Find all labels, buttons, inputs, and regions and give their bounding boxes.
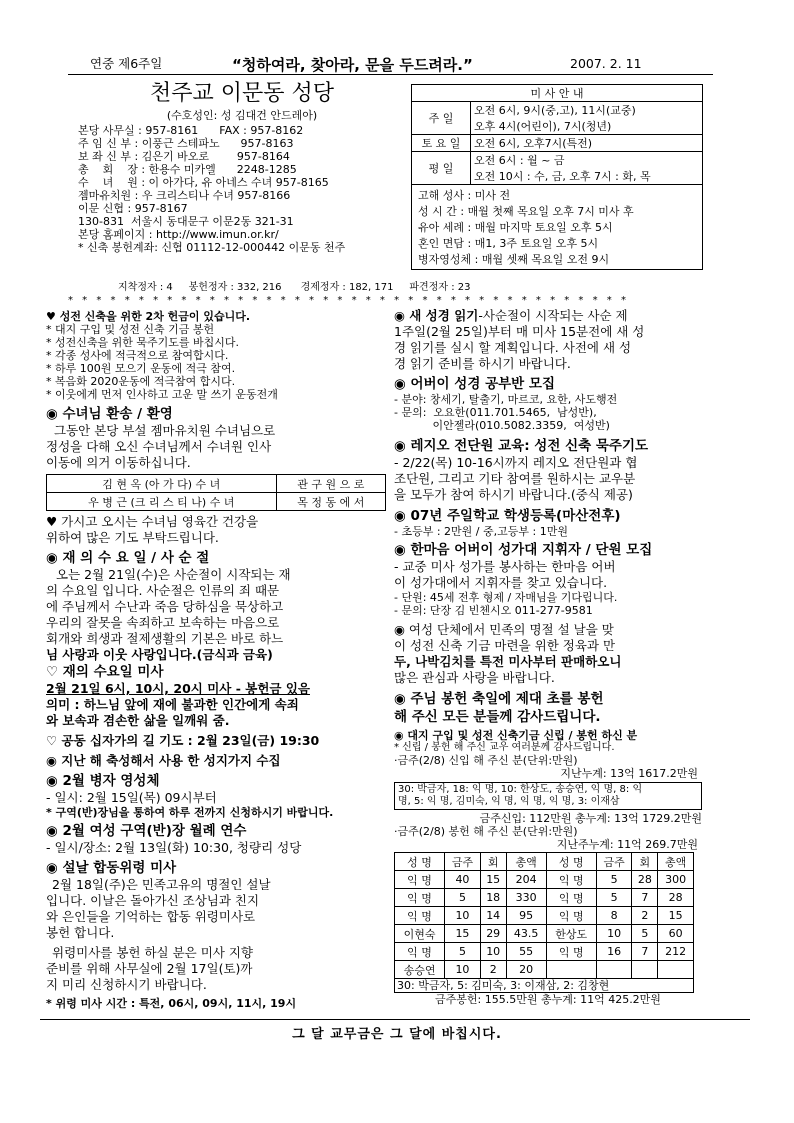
fathers-title: ◉ 어버이 성경 공부반 모집 [394, 376, 555, 392]
donation-cell: 송승연 [395, 961, 445, 979]
donation-note: 30: 박금자, 5: 김미숙, 3: 이재삼, 2: 김창현 [394, 979, 694, 993]
ash-mass-title: ♡ 재의 수요일 미사 [46, 664, 164, 680]
donation-header: 성 명 [546, 853, 596, 871]
lunar-line: 입니다. 이날은 돌아가신 조상님과 친지 [46, 893, 260, 908]
donation-cell: 8 [596, 907, 632, 925]
donation-cell: 익 명 [546, 871, 596, 889]
nuns-line: 그동안 본당 부설 젬마유치원 수녀님으로 [54, 423, 276, 438]
legio-line: - 2/22(목) 10-16시까지 레지오 전단원과 협 [394, 455, 638, 470]
sacrament-line: 병자영성체 : 매월 셋째 목요일 오전 9시 [418, 253, 610, 266]
donation-cell: 5 [596, 889, 632, 907]
donation-cell: 28 [632, 871, 658, 889]
ash-mass-time: 2월 21일 6시, 10시, 20시 미사 - 봉헌금 있음 [46, 681, 310, 696]
donation-cell: 7 [632, 943, 658, 961]
nuns-cell: 관 구 원 으 로 [276, 475, 385, 493]
donation-cell: 20 [506, 961, 546, 979]
choir-line: 이 성가대에서 지휘자를 찾고 있습니다. [394, 575, 608, 590]
bible-title: ◉ 새 성경 읽기 [394, 308, 479, 323]
contact-line: 이문 신협 : 957-8167 [78, 202, 188, 215]
donation-cell [658, 961, 694, 979]
school-line: - 초등부 : 2만원 / 중,고등부 : 1만원 [394, 525, 568, 538]
donation-header: 금주 [596, 853, 632, 871]
sacrament-line: 고해 성사 : 미사 전 [418, 189, 511, 202]
choir-line: - 문의: 단장 김 빈첸시오 011-277-9581 [394, 604, 593, 617]
school-title: ◉ 07년 주일학교 학생등록(마산전후) [394, 508, 621, 524]
donation-header: 총액 [506, 853, 546, 871]
sick-title: ◉ 2월 병자 영성체 [46, 773, 160, 789]
nuns-title: ◉ 수녀님 환송 / 환영 [46, 406, 173, 422]
women-title: ◉ 2월 여성 구역(반)장 월례 연수 [46, 823, 247, 839]
mass-guide [411, 84, 703, 270]
donation-cell: 10 [596, 925, 632, 943]
nuns-prayer: 위하여 많은 기도 부탁드립니다. [46, 530, 219, 545]
table-row [395, 961, 694, 979]
donation-cell: 2 [480, 961, 506, 979]
mass-guide-title: 미 사 안 내 [412, 85, 703, 102]
mass-time: 오전 6시, 오후7시(특전) [471, 135, 703, 152]
lunar-line: 위령미사를 봉헌 하실 분은 미사 지향 [52, 945, 253, 960]
women-group-line: ◉ 여성 단체에서 민족의 명절 설 날을 맞 [394, 622, 614, 637]
nuns-cell: 우 병 근 (크 리 스 티 나) 수 녀 [47, 493, 277, 511]
footer-rule [40, 1019, 750, 1020]
donation-cell: 15 [658, 907, 694, 925]
donation-cell: 28 [658, 889, 694, 907]
donation-cell [596, 961, 632, 979]
donation-header: 회 [632, 853, 658, 871]
mass-day-weekday: 평 일 [412, 152, 471, 185]
donation-cell: 10 [480, 943, 506, 961]
women-group-line: 이 성전 신축 기금 마련을 위한 정육과 만 [394, 638, 616, 653]
contact-line: 본당 사무실 : 957-8161 FAX : 957-8162 [78, 124, 304, 137]
nuns-line: 이동에 의거 이동하십니다. [46, 455, 191, 470]
donation-cell: 2 [632, 907, 658, 925]
candle-line: ◉ 주님 봉헌 축일에 제대 초를 봉헌 [394, 691, 604, 707]
donation-cell: 한상도 [546, 925, 596, 943]
legio-line: 조단원, 그리고 기타 참여를 원하시는 교우분 [394, 471, 636, 486]
nuns-line: 정성을 다해 오신 수녀님께서 수녀원 인사 [46, 439, 272, 454]
lunar-line: 와 은인들을 기억하는 합동 위령미사로 [46, 909, 256, 924]
donation-sum: 금주봉헌: 155.5만원 총누계: 11억 425.2만원 [435, 993, 661, 1006]
palm-collection: ◉ 지난 해 축성해서 사용 한 성지가지 수집 [46, 753, 281, 768]
mass-day-sunday: 주 일 [412, 102, 471, 135]
lunar-line: 지 미리 신청하시기 바랍니다. [46, 977, 207, 992]
mass-time: 오전 10시 : 수, 금, 오후 7시 : 화, 목 [474, 170, 651, 183]
donation-cell: 60 [658, 925, 694, 943]
land-title: ◉ 대지 구입 및 성전 신축기금 신립 / 봉헌 하신 분 [394, 729, 638, 742]
donation-cell [546, 961, 596, 979]
mass-day-saturday: 토 요 일 [412, 135, 471, 152]
donation-cell: 43.5 [506, 925, 546, 943]
ash-meaning: 의미 : 하느님 앞에 재에 불과한 인간에게 속죄 [46, 697, 299, 712]
table-row [395, 907, 694, 925]
donation-cell: 40 [445, 871, 481, 889]
donation-cell: 300 [658, 871, 694, 889]
sinlip-total: 지난누계: 13억 1617.2만원 [560, 767, 698, 780]
donation-cell: 14 [480, 907, 506, 925]
donation-cell: 55 [506, 943, 546, 961]
right-column [394, 308, 702, 1006]
way-of-cross: ♡ 공동 십자가의 길 기도 : 2월 23일(금) 19:30 [46, 733, 320, 748]
sinlip-box-line: 명, 5: 익 명, 김미숙, 익 명, 익 명, 익 명, 3: 이재삼 [398, 796, 620, 807]
mass-time: 오전 6시, 9시(중,고), 11시(교중) [474, 104, 636, 117]
choir-line: - 교중 미사 성가를 봉사하는 한마음 어버 [394, 559, 616, 574]
table-row [395, 925, 694, 943]
donation-cell: 204 [506, 871, 546, 889]
mass-time: 오후 4시(어린이), 7시(청년) [474, 120, 612, 133]
ash-line: 오는 2월 21일(수)은 사순절이 시작되는 재 [56, 567, 291, 582]
sinlip-line: ·금주(2/8) 신입 해 주신 분(단위:만원) [394, 754, 578, 767]
lunar-line: 봉헌 합니다. [46, 925, 115, 940]
sick-note: * 구역(반)장님을 통하여 하루 전까지 신청하시기 바랍니다. [46, 806, 334, 819]
table-row [395, 889, 694, 907]
donation-cell: 18 [480, 889, 506, 907]
donation-header: 총액 [658, 853, 694, 871]
donation-header: 회 [480, 853, 506, 871]
ash-line: 에 주님께서 수난과 죽음 당하심을 묵상하고 [46, 599, 284, 614]
donation-cell: 15 [445, 925, 481, 943]
stats-line: 지착정자 : 4 봉헌정자 : 332, 216 경제정자 : 182, 171 파견정자 : 23 [118, 282, 471, 293]
candle-line: 해 주신 모든 분들께 감사드립니다. [394, 709, 601, 725]
footer-text: 그 달 교무금은 그 달에 바칩시다. [292, 1027, 502, 1042]
table-row [395, 871, 694, 889]
donation-cell [632, 961, 658, 979]
donation-cell: 익 명 [395, 889, 445, 907]
nuns-cell: 목 정 동 에 서 [276, 493, 385, 511]
contact-line: 총 회 장 : 한용수 미카엘 2248-1285 [78, 163, 297, 176]
intro-line: * 대지 구입 및 성전 신축 기금 봉헌 [46, 323, 215, 336]
motto: “청하여라, 찾아라, 문을 두드려라.” [232, 56, 473, 74]
fathers-line: 이안젤라(010.5082.3359, 여성반) [394, 419, 610, 432]
donation-cell: 16 [596, 943, 632, 961]
bongheon-total: 지난주누계: 11억 269.7만원 [556, 838, 698, 851]
donation-cell: 이현숙 [395, 925, 445, 943]
donation-header: 성 명 [395, 853, 445, 871]
donation-cell: 5 [596, 871, 632, 889]
donation-cell: 10 [445, 907, 481, 925]
women-group-line: 두, 나박김치를 특전 미사부터 판매하오니 [394, 654, 622, 669]
ash-line: 우리의 잘못을 속죄하고 보속하는 마음으로 [46, 615, 280, 630]
lunar-title: ◉ 설날 합동위령 미사 [46, 860, 177, 876]
donation-header: 금주 [445, 853, 481, 871]
fathers-line: - 문의: 오요한(011.701.5465, 남성반), [394, 406, 597, 419]
legio-title: ◉ 레지오 전단원 교육: 성전 신축 묵주기도 [394, 438, 649, 454]
sacrament-info [412, 185, 703, 270]
donation-cell: 익 명 [395, 943, 445, 961]
header-rule [68, 74, 713, 75]
contact-line: * 신축 봉헌계좌: 신협 01112-12-000442 이문동 천주 [78, 241, 346, 254]
bible-line: 1주일(2월 25일)부터 매 미사 15분전에 새 성 [394, 324, 645, 339]
sinlip-box-line: 30: 박금자, 18: 익 명, 10: 한상도, 송승연, 익 명, 8: 익 [398, 784, 643, 795]
lunar-line: 준비를 위해 사무실에 2월 17일(토)까 [46, 961, 253, 976]
bible-line: 경 읽기 준비를 하시기 바랍니다. [394, 356, 571, 371]
parish-title: 천주교 이문동 성당 [149, 81, 334, 106]
choir-title: ◉ 한마음 어버이 성가대 지휘자 / 단원 모집 [394, 542, 653, 558]
donation-cell: 5 [632, 925, 658, 943]
donation-cell: 익 명 [395, 907, 445, 925]
nuns-prayer: ♥ 가시고 오시는 수녀님 영육간 건강을 [46, 514, 259, 529]
contact-line: 젬마유치원 : 우 크리스티나 수녀 957-8166 [78, 189, 291, 202]
sacrament-line: 성 시 간 : 매월 첫째 목요일 오후 7시 미사 후 [418, 205, 634, 218]
ash-line: 회개와 희생과 절제생활의 기본은 바로 하느 [46, 631, 284, 646]
sacrament-line: 유아 세례 : 매월 마지막 토요일 오후 5시 [418, 221, 613, 234]
intro-line: * 성전신축을 위한 묵주기도를 바칩시다. [46, 336, 239, 349]
women-date: - 일시/장소: 2월 13일(화) 10:30, 청량리 성당 [46, 840, 302, 855]
donation-cell: 익 명 [395, 871, 445, 889]
donation-cell: 5 [445, 889, 481, 907]
stars-divider: * * * * * * * * * * * * * * * * * * * * * * * * * * * * * * * * * * * * * * * * [68, 295, 629, 306]
fathers-line: - 분야: 창세기, 탈출기, 마르코, 요한, 사도행전 [394, 393, 618, 406]
table-row [395, 943, 694, 961]
ash-meaning: 와 보속과 겸손한 삶을 일깨워 줌. [46, 713, 230, 728]
bible-line: 경 읽기를 실시 할 계획입니다. 사전에 새 성 [394, 340, 632, 355]
sacrament-line: 혼인 면담 : 매1, 3주 토요일 오후 5시 [418, 237, 599, 250]
land-note: * 신립 / 봉헌 해 주신 교우 여러분께 감사드립니다. [394, 742, 615, 753]
donation-cell: 5 [445, 943, 481, 961]
lunar-times: * 위령 미사 시간 : 특전, 06시, 09시, 11시, 19시 [46, 997, 297, 1010]
contact-line: 수 녀 원 : 이 아가다, 유 아네스 수녀 957-8165 [78, 176, 329, 189]
bongheon-line: ·금주(2/8) 봉헌 해 주신 분(단위:만원) [394, 825, 578, 838]
donation-table [394, 852, 694, 979]
ash-line: 님 사랑과 이웃 사랑입니다.(금식과 금육) [46, 647, 273, 662]
parish-info [78, 80, 406, 254]
ash-title: ◉ 재 의 수 요 일 / 사 순 절 [46, 550, 210, 566]
donation-cell: 212 [658, 943, 694, 961]
bible-line: -사순절이 시작되는 사순 제 [478, 308, 628, 323]
ash-line: 의 수요일 입니다. 사순절은 인류의 죄 때문 [46, 583, 280, 598]
donation-cell: 익 명 [546, 889, 596, 907]
patron: (수호성인: 성 김대건 안드레아) [166, 109, 318, 122]
nuns-cell: 김 현 옥 (아 가 다) 수 녀 [47, 475, 277, 493]
donation-cell: 익 명 [546, 907, 596, 925]
intro-line: * 하루 100원 모으기 운동에 적극 참여. [46, 362, 236, 375]
contact-list [78, 124, 406, 254]
lunar-line: 2월 18일(주)은 민족고유의 명절인 설날 [52, 877, 271, 892]
left-column [46, 310, 391, 1010]
date: 2007. 2. 11 [570, 56, 642, 71]
contact-line: 본당 홈페이지 : http://www.imun.or.kr/ [78, 228, 279, 241]
intro-line: * 이웃에게 먼저 인사하고 고운 말 쓰기 운동전개 [46, 388, 278, 401]
week-label: 연중 제6주일 [90, 56, 163, 71]
donation-cell: 10 [445, 961, 481, 979]
donation-cell: 익 명 [546, 943, 596, 961]
contact-line: 주 임 신 부 : 이풍근 스테파노 957-8163 [78, 137, 294, 150]
mass-time: 오전 6시 : 월 ~ 금 [474, 154, 565, 167]
intro-line: ♥ 성전 신축을 위한 2차 헌금이 있습니다. [46, 310, 251, 323]
donation-cell: 15 [480, 871, 506, 889]
choir-line: - 단원: 45세 전후 형제 / 자매님을 기다립니다. [394, 591, 618, 604]
contact-line: 보 좌 신 부 : 김은기 바오로 957-8164 [78, 150, 290, 163]
intro-line: * 각종 성사에 적극적으로 참여합시다. [46, 349, 229, 362]
sinlip-box [394, 782, 702, 810]
contact-line: 130-831 서울시 동대문구 이문2동 321-31 [78, 215, 294, 228]
donation-cell: 330 [506, 889, 546, 907]
sinlip-sum: 금주신입: 112만원 총누계: 13억 1729.2만원 [479, 812, 702, 825]
donation-cell: 29 [480, 925, 506, 943]
nuns-table [46, 474, 386, 511]
women-group-line: 많은 관심과 사랑을 바랍니다. [394, 670, 555, 685]
donation-cell: 95 [506, 907, 546, 925]
legio-line: 을 모두가 참여 하시기 바랍니다.(중식 제공) [394, 487, 633, 502]
donation-cell: 7 [632, 889, 658, 907]
sick-date: - 일시: 2월 15일(목) 09시부터 [46, 790, 217, 805]
intro-line: * 복음화 2020운동에 적극참여 합시다. [46, 375, 236, 388]
